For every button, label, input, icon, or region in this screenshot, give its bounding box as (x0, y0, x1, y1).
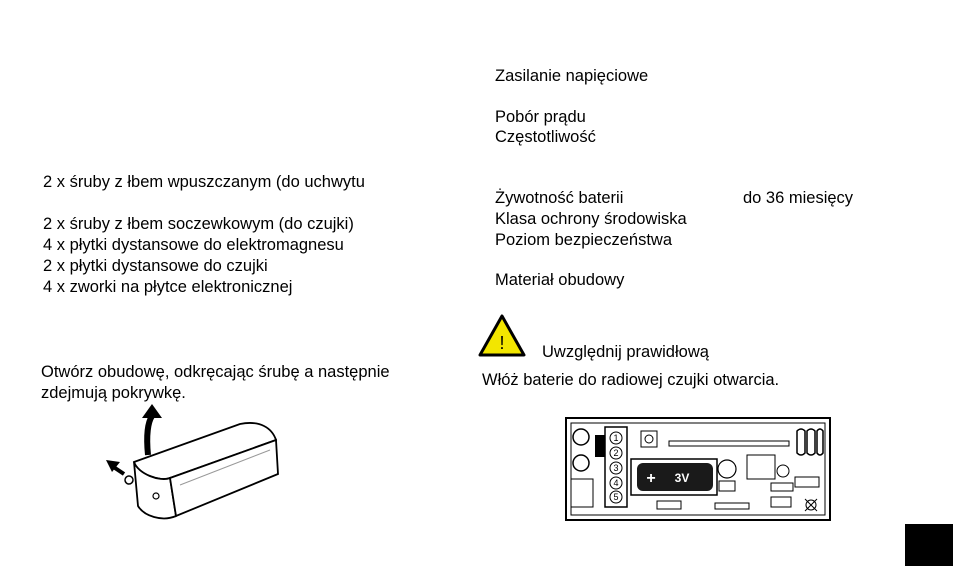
terminal-labels (610, 432, 622, 503)
spec-battery-life-label: Żywotność baterii (495, 189, 624, 207)
warning-text: Uwzględnij prawidłową (542, 343, 709, 361)
svg-text:5: 5 (613, 492, 619, 502)
detector-housing-illustration (100, 400, 290, 530)
battery-instruction: Włóż baterie do radiowej czujki otwarcia. (482, 371, 780, 389)
svg-text:!: ! (499, 333, 505, 353)
warning-icon (477, 313, 527, 358)
accessory-item: 4 x płytki dystansowe do elektromagnesu (43, 236, 344, 254)
accessory-item: 2 x śruby z łbem soczewkowym (do czujki) (43, 215, 354, 233)
svg-text:+: + (646, 470, 656, 487)
svg-text:4: 4 (613, 478, 619, 488)
spec-frequency: Częstotliwość (495, 128, 596, 146)
spec-current: Pobór prądu (495, 108, 586, 126)
svg-text:3V: 3V (674, 471, 690, 485)
spec-battery-life-value: do 36 miesięcy (743, 189, 854, 207)
arrow-up-icon (142, 404, 162, 418)
open-instruction-line2: zdejmują pokrywkę. (41, 384, 186, 402)
svg-text:2: 2 (613, 448, 619, 458)
accessory-item: 2 x płytki dystansowe do czujki (43, 257, 268, 275)
spec-housing: Materiał obudowy (495, 271, 625, 289)
spec-security-level: Poziom bezpieczeństwa (495, 231, 673, 249)
svg-text:1: 1 (613, 433, 619, 443)
page-marker (905, 524, 953, 566)
accessory-spacer (43, 193, 365, 214)
circuit-board-illustration (565, 417, 831, 521)
svg-text:3: 3 (613, 463, 619, 473)
accessory-item: 2 x śruby z łbem wpuszczanym (do uchwytu (43, 173, 365, 191)
spec-power-supply: Zasilanie napięciowe (495, 67, 649, 85)
spec-battery-life (495, 188, 854, 208)
accessories-list (43, 172, 365, 298)
open-instruction-line1: Otwórz obudowę, odkręcając śrubę a następnie (41, 363, 390, 381)
spec-protection-class: Klasa ochrony środowiska (495, 210, 687, 228)
accessory-item: 4 x zworki na płytce elektronicznej (43, 278, 293, 296)
